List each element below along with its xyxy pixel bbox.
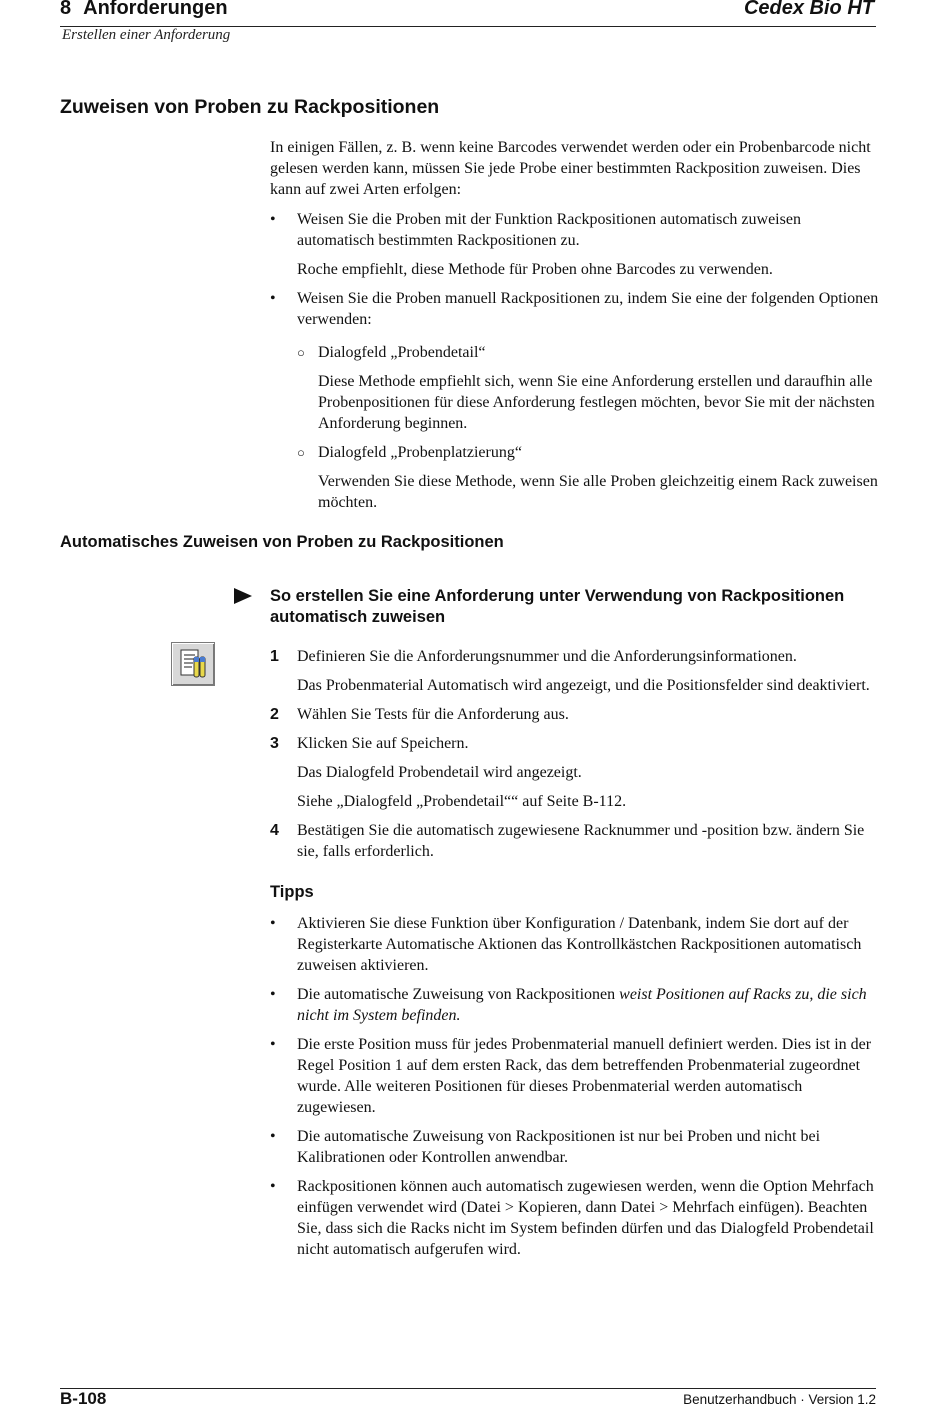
procedure-step bbox=[270, 820, 880, 862]
subsection-title: Automatisches Zuweisen von Proben zu Rackpositionen bbox=[60, 533, 504, 551]
tips-heading: Tipps bbox=[270, 883, 314, 901]
step-text: Wählen Sie Tests für die Anforderung aus. bbox=[297, 706, 569, 723]
page-footer bbox=[60, 1388, 876, 1410]
sub-bullet-note: Verwenden Sie diese Methode, wenn Sie alle Proben gleichzeitig einem Rack zuweisen möchten. bbox=[318, 473, 878, 511]
page-header bbox=[60, 0, 876, 27]
document-version: Benutzerhandbuch · Version 1.2 bbox=[683, 1392, 876, 1407]
section-title: Zuweisen von Proben zu Rackpositionen bbox=[60, 96, 440, 118]
step-number: 1 bbox=[270, 648, 279, 665]
chapter-heading bbox=[60, 0, 228, 20]
step-text: Bestätigen Sie die automatisch zugewiesene Racknummer und -position bzw. ändern Sie sie, falls erforderlich. bbox=[297, 822, 865, 860]
step-number: 2 bbox=[270, 706, 279, 723]
tip-item bbox=[270, 1034, 880, 1118]
bullet-icon: • bbox=[270, 915, 276, 932]
tip-item bbox=[270, 984, 880, 1026]
procedure-arrow-icon bbox=[234, 588, 252, 604]
sample-detail-icon bbox=[171, 642, 215, 686]
circle-bullet-icon: ○ bbox=[297, 445, 305, 460]
header-subtitle: Erstellen einer Anforderung bbox=[62, 27, 231, 43]
section1-body bbox=[270, 137, 880, 521]
tip-item bbox=[270, 1176, 880, 1260]
tip-item bbox=[270, 913, 880, 976]
bullet-note: Roche empfiehlt, diese Methode für Proben ohne Barcodes zu verwenden. bbox=[297, 261, 773, 278]
bullet-icon: • bbox=[270, 211, 276, 228]
step-note: Das Dialogfeld Probendetail wird angezeigt. bbox=[297, 764, 582, 781]
step-text: Definieren Sie die Anforderungsnummer und die Anforderungsinformationen. bbox=[297, 648, 797, 665]
tip-text: Rackpositionen können auch automatisch zugewiesen werden, wenn die Option Mehrfach einfügen verwendet wird (Datei > Kopieren, dann Datei > Mehrfach einfügen). Beachten Sie, dass sich die Racks nicht im System befinden dürfen und das Dialogfeld Probendetail nicht automatisch aufgerufen wird. bbox=[297, 1178, 874, 1258]
procedure-step bbox=[270, 733, 880, 754]
page-number: B-108 bbox=[60, 1389, 107, 1408]
chapter-number: 8 bbox=[60, 0, 72, 19]
sub-bullet-item bbox=[270, 442, 880, 463]
bullet-icon: • bbox=[270, 986, 276, 1003]
step-number: 3 bbox=[270, 735, 279, 752]
bullet-icon: • bbox=[270, 1128, 276, 1145]
bullet-text: Weisen Sie die Proben mit der Funktion Rackpositionen automatisch zuweisen automatisch bestimmten Rackpositionen zu. bbox=[297, 211, 801, 249]
tip-text bbox=[297, 986, 867, 1024]
tip-text-emphasis: weist Positionen auf Racks zu, die sich nicht im System befinden. bbox=[297, 986, 867, 1024]
bullet-text: Weisen Sie die Proben manuell Rackpositionen zu, indem Sie eine der folgenden Optionen verwenden: bbox=[297, 290, 879, 328]
sub-bullet-text: Dialogfeld „Probendetail“ bbox=[318, 344, 486, 361]
tip-text: Aktivieren Sie diese Funktion über Konfiguration / Datenbank, indem Sie dort auf der Registerkarte Automatische Aktionen das Kontrollkästchen Rackpositionen automatisch zuweisen aktivieren. bbox=[297, 915, 862, 974]
sub-bullet-item bbox=[270, 342, 880, 363]
sub-bullet-note: Diese Methode empfiehlt sich, wenn Sie eine Anforderung erstellen und daraufhin alle Probenpositionen für diese Anforderung festlegen möchten, bevor Sie mit der nächsten Anforderung beginnen. bbox=[318, 373, 875, 432]
step-number: 4 bbox=[270, 822, 279, 839]
step-cross-reference: Siehe „Dialogfeld „Probendetail““ auf Seite B-112. bbox=[297, 793, 627, 810]
procedure-step bbox=[270, 646, 880, 667]
tip-text: Die erste Position muss für jedes Probenmaterial manuell definiert werden. Dies ist in der Regel Position 1 auf dem ersten Rack, das dem betreffenden Probenmaterial zugeordnet wurde. Alle weiteren Positionen für dieses Probenmaterial werden automatisch zugewiesen. bbox=[297, 1036, 872, 1116]
chapter-title: Anforderungen bbox=[83, 0, 228, 19]
procedure-title: So erstellen Sie eine Anforderung unter Verwendung von Rackpositionen automatisch zuweisen bbox=[270, 587, 845, 626]
tip-text: Die automatische Zuweisung von Rackpositionen ist nur bei Proben und nicht bei Kalibrationen oder Kontrollen anwendbar. bbox=[297, 1128, 821, 1166]
bullet-item bbox=[270, 209, 880, 251]
step-note: Das Probenmaterial Automatisch wird angezeigt, und die Positionsfelder sind deaktiviert. bbox=[297, 677, 870, 694]
sub-bullet-text: Dialogfeld „Probenplatzierung“ bbox=[318, 444, 522, 461]
bullet-icon: • bbox=[270, 1178, 276, 1195]
bullet-item bbox=[270, 288, 880, 330]
bullet-icon: • bbox=[270, 1036, 276, 1053]
circle-bullet-icon: ○ bbox=[297, 345, 305, 360]
product-name: Cedex Bio HT bbox=[743, 0, 874, 19]
procedure-body bbox=[270, 646, 880, 1268]
procedure-step bbox=[270, 704, 880, 725]
tip-text-plain: Die automatische Zuweisung von Rackpositionen bbox=[297, 986, 620, 1003]
intro-paragraph: In einigen Fällen, z. B. wenn keine Barcodes verwendet werden oder ein Probenbarcode nicht gelesen werden kann, müssen Sie jede Probe einer bestimmten Rackposition zuweisen. Dies kann auf zwei Arten erfolgen: bbox=[270, 139, 871, 198]
step-text: Klicken Sie auf Speichern. bbox=[297, 735, 469, 752]
bullet-icon: • bbox=[270, 290, 276, 307]
tip-item bbox=[270, 1126, 880, 1168]
